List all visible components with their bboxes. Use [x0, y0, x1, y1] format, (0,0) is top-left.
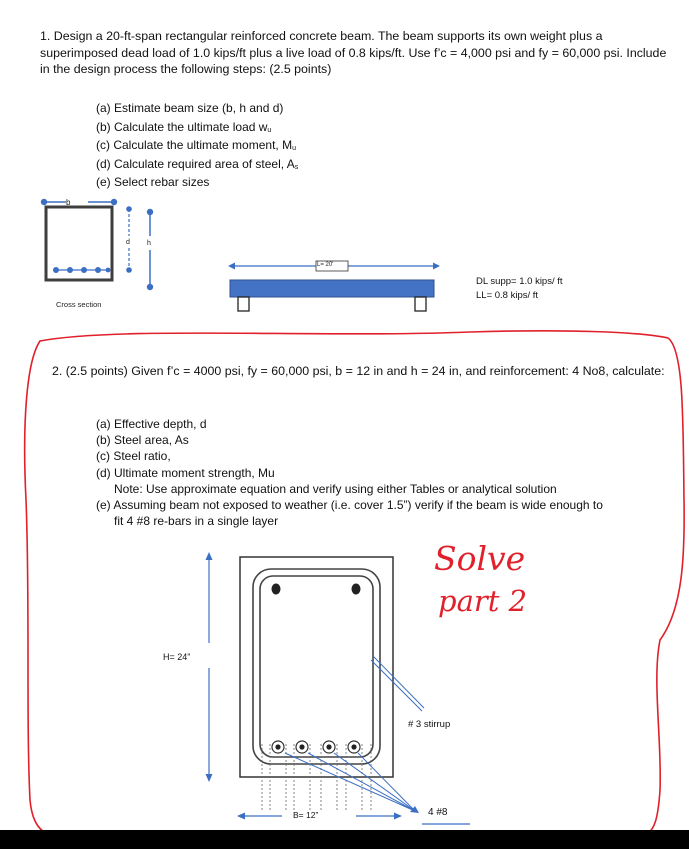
handwritten-solve: Solve	[434, 539, 526, 578]
step-item: (e) Select rebar sizes	[96, 175, 210, 190]
item-a: (a) Effective depth, d	[96, 417, 207, 431]
step-item: (b) Calculate the ultimate load $w_u$	[96, 119, 272, 134]
stirrup-label: # 3 stirrup	[408, 719, 451, 730]
problem1-text: 1. Design a 20-ft-span rectangular reinforced concrete beam. The beam supports its own weight plus a superimposed dead load of 1.0 kips/ft plus a live load of 0.8 kips/ft. Use f’c = 4,000 psi and fy = 60,000 psi. Include in the design process the following steps: (2.5 points)	[40, 29, 667, 76]
problem2-text: 2. (2.5 points) Given f’c = 4000 psi, fy = 60,000 psi, b = 12 in and h = 24 in, and reinforcement: 4 No8, calculate:	[52, 364, 665, 378]
ll-label: LL= 0.8 kips/ ft	[476, 290, 539, 301]
dl-supp-label: DL supp= 1.0 kips/ ft	[476, 276, 563, 287]
bottom-black-bar	[0, 830, 689, 849]
b-label: b	[66, 198, 71, 207]
problem2-items	[96, 416, 666, 529]
step-item: (a) Estimate beam size (b, h and d)	[96, 101, 284, 115]
cross-section-caption: Cross section	[56, 300, 102, 309]
step-item: (d) Calculate required area of steel, $A_s$	[96, 156, 299, 171]
item-b: (b) Steel area, As	[96, 433, 189, 448]
item-c: (c) Steel ratio,	[96, 449, 171, 464]
bars-label: 4 #8	[428, 807, 448, 818]
item-e: (e) Assuming beam not exposed to weather (i.e. cover 1.5”) verify if the beam is wide enough to	[96, 498, 603, 513]
item-d: (d) Ultimate moment strength, Mu	[96, 465, 275, 480]
h-label: h	[147, 240, 151, 247]
h-dimension-label: H= 24”	[163, 652, 191, 662]
d-label: d	[126, 239, 130, 246]
item-e-cont: fit 4 #8 re-bars in a single layer	[114, 514, 279, 529]
span-label: L= 20'	[317, 262, 334, 268]
b-dimension-label: B= 12”	[293, 810, 319, 820]
handwritten-part2: part 2	[438, 584, 528, 618]
step-item: (c) Calculate the ultimate moment, $M_u$	[96, 138, 296, 153]
item-note: Note: Use approximate equation and verify using either Tables or analytical solution	[114, 481, 557, 496]
